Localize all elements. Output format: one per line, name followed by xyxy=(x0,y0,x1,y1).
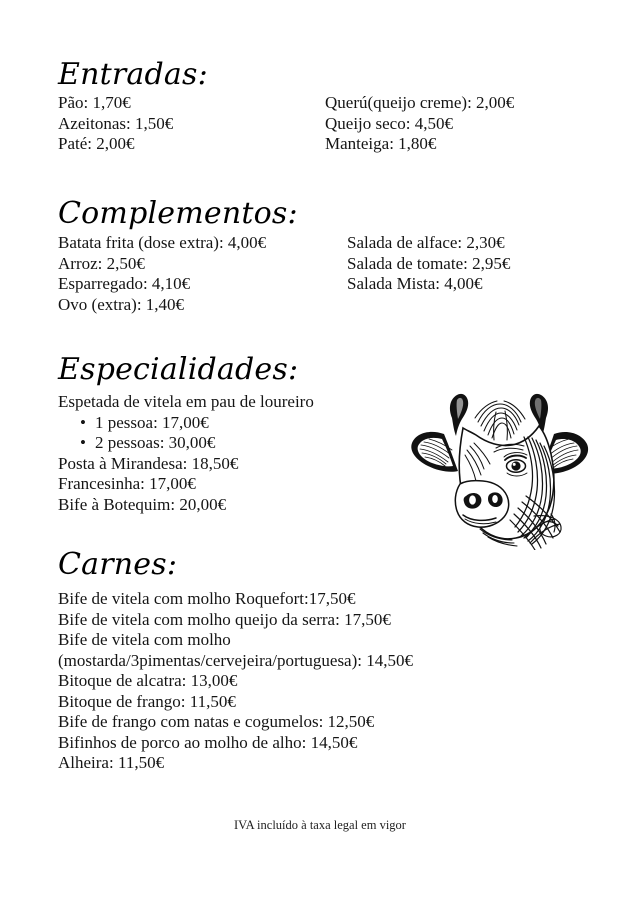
menu-item: Salada de tomate: 2,95€ xyxy=(347,253,511,273)
entradas-column-right xyxy=(325,93,514,155)
menu-item: Alheira: 11,50€ xyxy=(58,753,165,772)
menu-item: Bitoque de alcatra: 13,00€ xyxy=(58,671,238,690)
menu-item: Esparregado: 4,10€ xyxy=(58,274,191,293)
list-item xyxy=(58,413,314,434)
menu-item: Querú(queijo creme): 2,00€ xyxy=(325,93,515,112)
list-item-label: 2 pessoas: 30,00€ xyxy=(95,433,216,452)
menu-item: Bifinhos de porco ao molho de alho: 14,50€ xyxy=(58,732,358,752)
menu-item: Espetada de vitela em pau de loureiro xyxy=(58,392,314,411)
menu-item: Posta à Mirandesa: 18,50€ xyxy=(58,453,239,473)
menu-item: Salada Mista: 4,00€ xyxy=(347,274,483,293)
cow-head-illustration xyxy=(408,388,594,550)
especialidades-items xyxy=(58,392,314,515)
menu-item: Arroz: 2,50€ xyxy=(58,253,145,273)
menu-item: Bife de vitela com molho xyxy=(58,630,231,649)
menu-item: Pão: 1,70€ xyxy=(58,93,131,112)
list-item-label: 1 pessoa: 17,00€ xyxy=(95,412,209,432)
section-heading-complementos: Complementos: xyxy=(58,196,298,231)
section-heading-carnes: Carnes: xyxy=(58,547,178,582)
menu-item: Bife de vitela com molho Roquefort:17,50€ xyxy=(58,589,356,608)
section-heading-especialidades: Especialidades: xyxy=(58,352,299,387)
carnes-items xyxy=(58,589,413,774)
complementos-column-right xyxy=(347,233,510,295)
cow-icon xyxy=(408,388,594,550)
menu-item: (mostarda/3pimentas/cervejeira/portuguesa): 14,50€ xyxy=(58,650,413,670)
footer-tax-note: IVA incluído à taxa legal em vigor xyxy=(234,818,406,832)
section-heading-entradas: Entradas: xyxy=(58,57,208,92)
menu-item: Batata frita (dose extra): 4,00€ xyxy=(58,233,267,252)
menu-item: Bife de frango com natas e cogumelos: 12,50€ xyxy=(58,712,375,731)
complementos-column-left xyxy=(58,233,266,315)
menu-item: Manteiga: 1,80€ xyxy=(325,134,437,153)
bullet-icon: • xyxy=(80,433,86,452)
menu-item: Queijo seco: 4,50€ xyxy=(325,113,453,133)
menu-item: Azeitonas: 1,50€ xyxy=(58,113,174,133)
menu-item: Bife de vitela com molho queijo da serra: 17,50€ xyxy=(58,609,391,629)
menu-item: Bitoque de frango: 11,50€ xyxy=(58,691,236,711)
menu-item: Salada de alface: 2,30€ xyxy=(347,233,505,252)
entradas-column-left xyxy=(58,93,173,155)
list-item xyxy=(58,433,314,454)
menu-item: Bife à Botequim: 20,00€ xyxy=(58,494,227,514)
menu-item: Ovo (extra): 1,40€ xyxy=(58,294,185,314)
menu-item: Francesinha: 17,00€ xyxy=(58,474,196,493)
menu-item: Paté: 2,00€ xyxy=(58,134,135,153)
bullet-icon: • xyxy=(80,412,86,432)
